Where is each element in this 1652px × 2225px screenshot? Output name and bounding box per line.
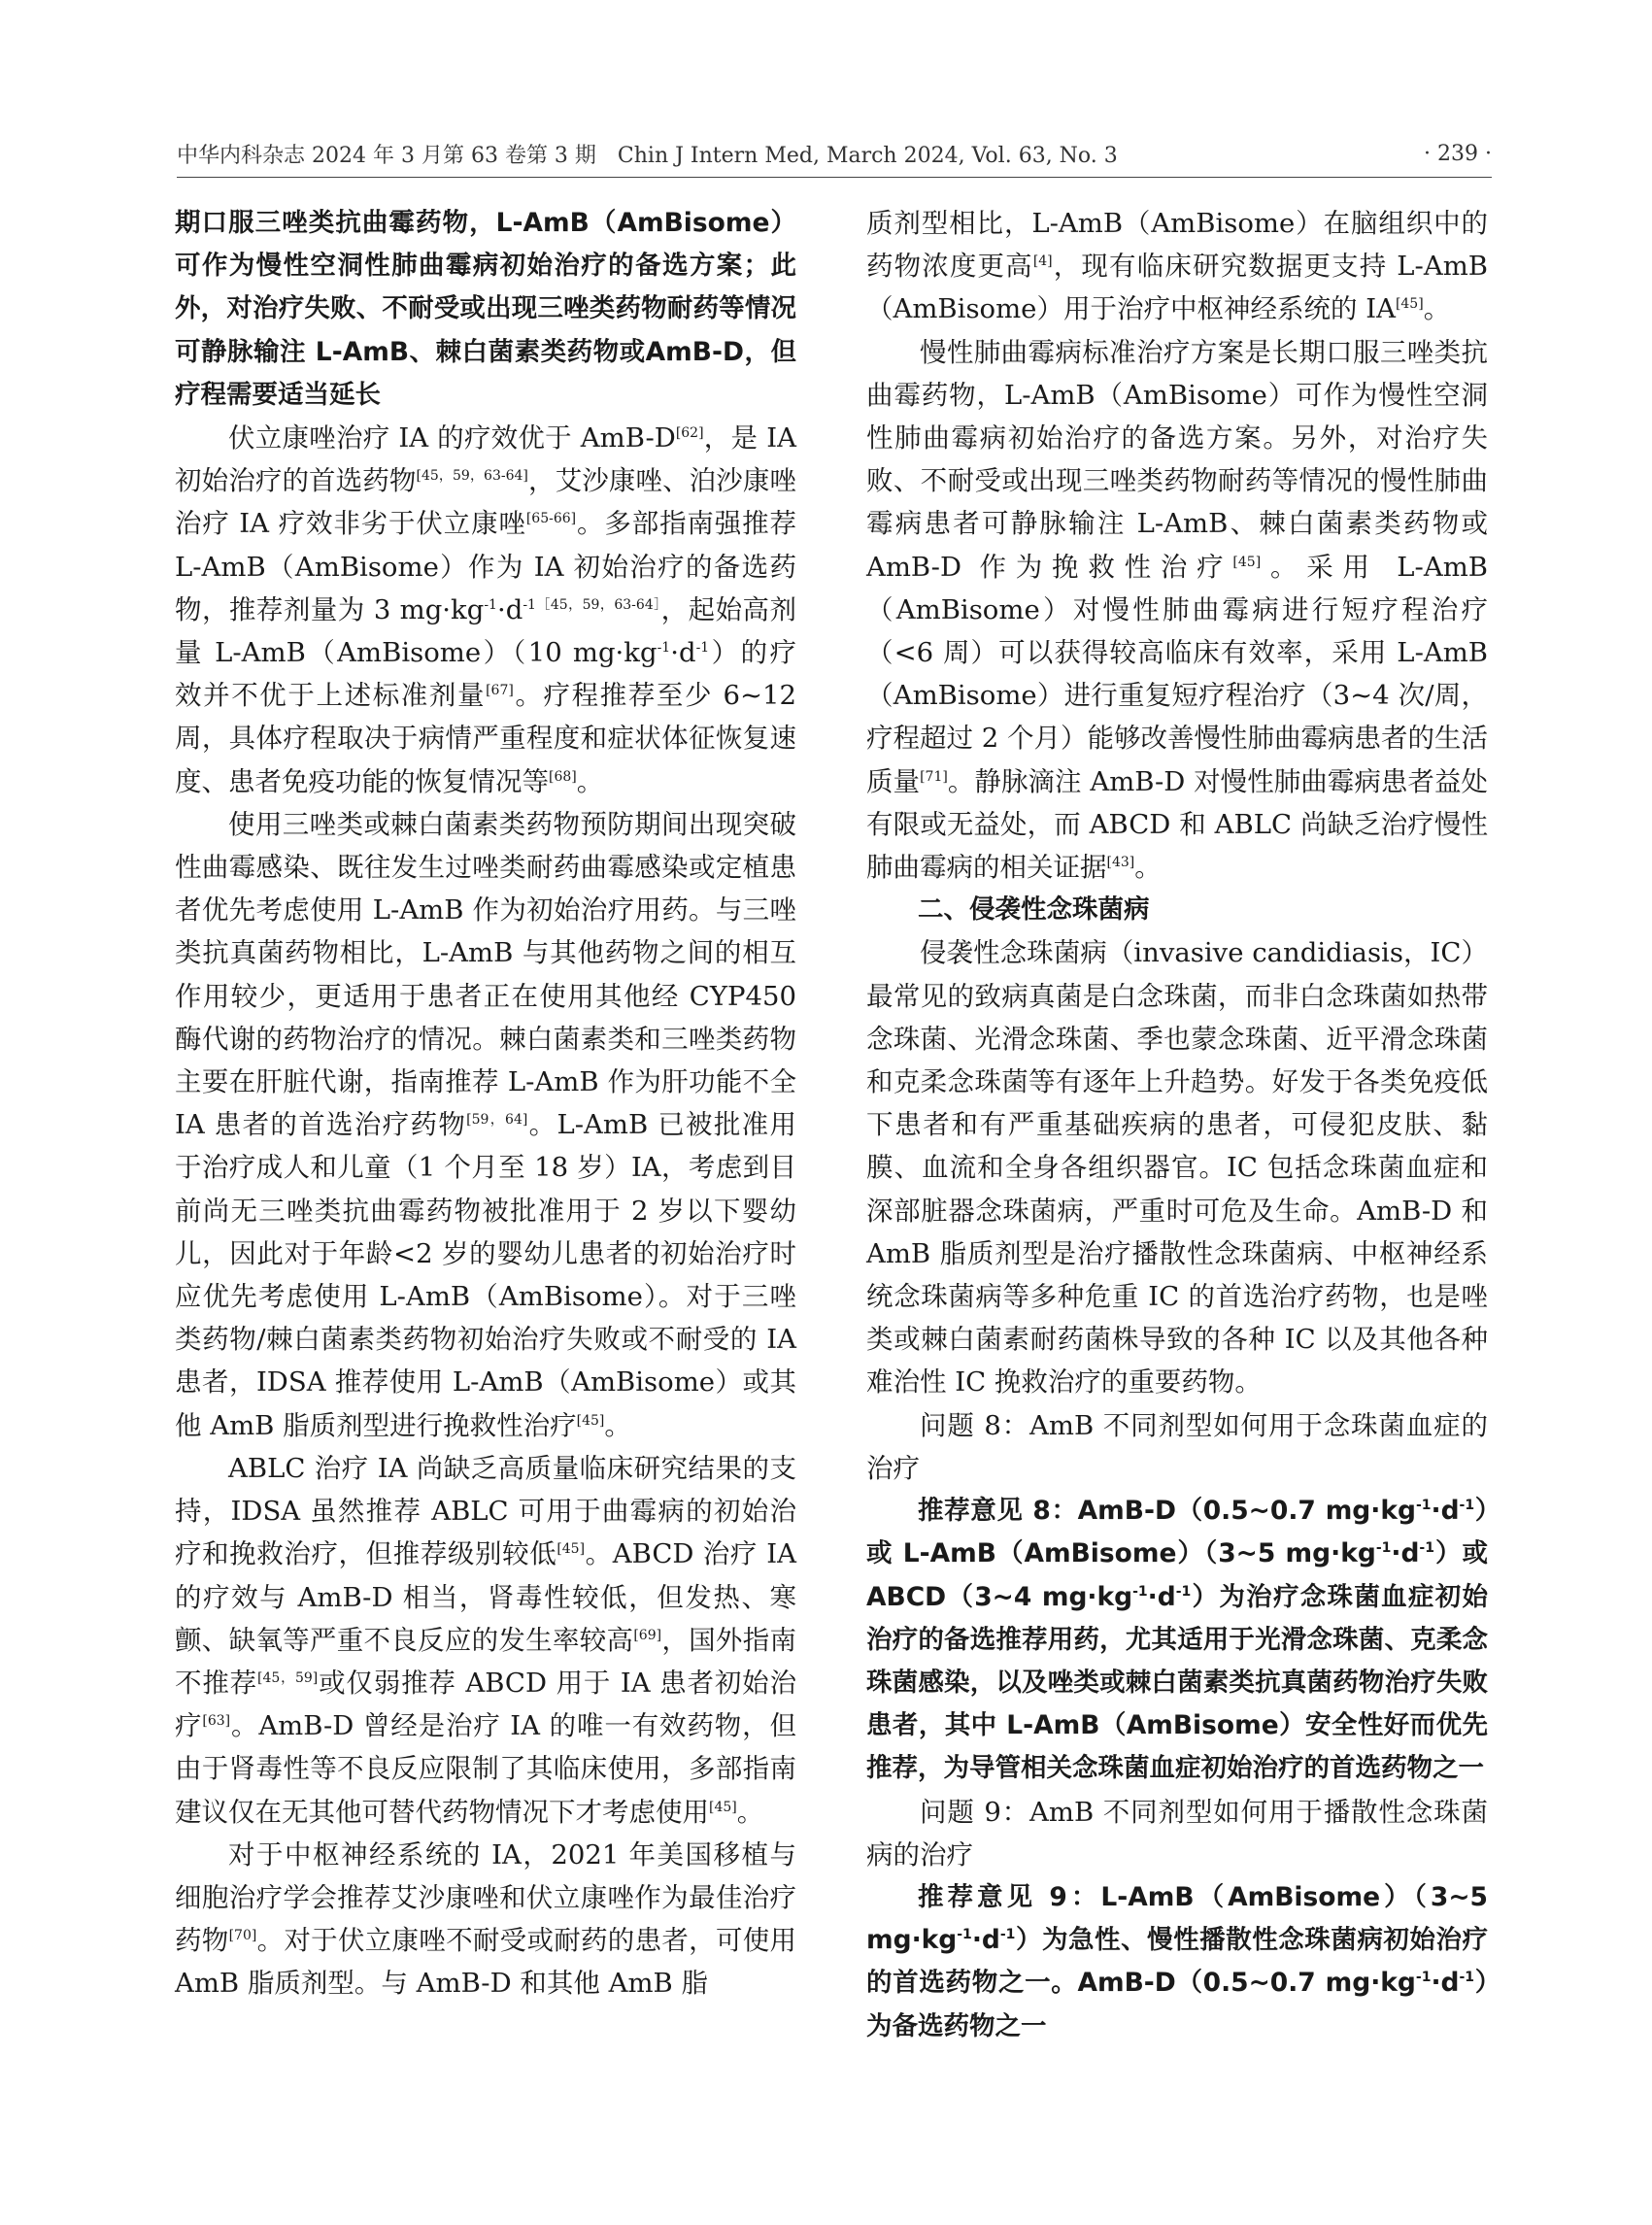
page-number: · 239 · — [1424, 141, 1492, 166]
question-8: 问题 8：AmB 不同剂型如何用于念珠菌血症的治疗 — [866, 1409, 1488, 1484]
citation-ref: [45] — [1232, 554, 1262, 570]
citation-ref: [63] — [202, 1712, 231, 1729]
citation-ref: [69] — [633, 1627, 662, 1643]
paragraph: 伏立康唑治疗 IA 的疗效优于 AmB-D[62]，是 IA 初始治疗的首选药物[45，59，63-64]，艾沙康唑、泊沙康唑治疗 IA 疗效非劣于伏立康唑[65-66]。多部指南强推荐 L-AmB（AmBisome）作为 IA 初始治疗的备选药物，推荐剂量为 3 $mg\cdot kg^{-1}\cdot d^{-1[45,59,63-64]}$，起始高剂量 L-AmB（AmBisome）（10 $mg\cdot kg^{-1}\cdot d^{-1}$）的疗效并不优于上述标准剂量[67]。疗程推荐至少 6~12 周，具体疗程取决于病情严重程度和症状体征恢复速度、患者免疫功能的恢复情况等[68]。 — [175, 422, 797, 797]
paragraph: 侵袭性念珠菌病（invasive candidiasis，IC）最常见的致病真菌是白念珠菌，而非白念珠菌如热带念珠菌、光滑念珠菌、季也蒙念珠菌、近平滑念珠菌和克柔念珠菌等有逐年上升趋势。好发于各类免疫低下患者和有严重基础疾病的患者，可侵犯皮肤、黏膜、血流和全身各组织器官。IC 包括念珠菌血症和深部脏器念珠菌病，严重时可危及生命。AmB-D 和 AmB 脂质剂型是治疗播散性念珠菌病、中枢神经系统念珠菌病等多种危重 IC 的首选治疗药物，也是唑类或棘白菌素耐药菌株导致的各种 IC 以及其他各种难治性 IC 挽救治疗的重要药物。 — [866, 937, 1488, 1399]
citation-ref: [45] — [709, 1799, 737, 1815]
citation-ref: [45] — [576, 1412, 605, 1429]
paragraph-continued: 质剂型相比，L-AmB（AmBisome）在脑组织中的药物浓度更高[4]，现有临床研究数据更支持 L-AmB（AmBisome）用于治疗中枢神经系统的 IA[45]。 — [866, 208, 1488, 325]
recommendation-8: 推荐意见 8：AmB-D（0.5~0.7 $mg\cdot kg^{-1}\cdot d^{-1}$）或 L-AmB（AmBisome）（3~5 $mg\cdot kg^{-1}\cdot d^{-1}$）或 ABCD（3~4 $mg\cdot kg^{-1}\cdot d^{-1}$）为治疗念珠菌血症初始治疗的备选推荐用药，尤其适用于光滑念珠菌、克柔念珠菌感染，以及唑类或棘白菌素类抗真菌药物治疗失败患者，其中 L-AmB（AmBisome）安全性好而优先推荐，为导管相关念珠菌血症初始治疗的首选药物之一 — [866, 1496, 1489, 1784]
header-rule — [177, 177, 1492, 178]
section-heading: 二、侵袭性念珠菌病 — [918, 894, 1150, 926]
citation-ref: [45，59] — [257, 1669, 319, 1686]
citation-ref: [68] — [549, 768, 577, 785]
paragraph: ABLC 治疗 IA 尚缺乏高质量临床研究结果的支持，IDSA 虽然推荐 ABLC 可用于曲霉病的初始治疗和挽救治疗，但推荐级别较低[45]。ABCD 治疗 IA 的疗效与 AmB-D 相当，肾毒性较低，但发热、寒颤、缺氧等严重不良反应的发生率较高[69]，国外指南不推荐[45，59]或仅弱推荐 ABCD 用于 IA 患者初始治疗[63]。AmB-D 曾经是治疗 IA 的唯一有效药物，但由于肾毒性等不良反应限制了其临床使用，多部指南建议仅在无其他可替代药物情况下才考虑使用[45]。 — [175, 1452, 796, 1828]
citation-ref: [65-66] — [525, 511, 577, 527]
paragraph: 使用三唑类或棘白菌素类药物预防期间出现突破性曲霉感染、既往发生过唑类耐药曲霉感染或定植患者优先考虑使用 L-AmB 作为初始治疗用药。与三唑类抗真菌药物相比，L-AmB 与其他药物之间的相互作用较少，更适用于患者正在使用其他经 CYP450 酶代谢的药物治疗的情况。棘白菌素类和三唑类药物主要在肝脏代谢，指南推荐 L-AmB 作为肝功能不全 IA 患者的首选治疗药物[59，64]。L-AmB 已被批准用于治疗成人和儿童（1 个月至 18 岁）IA，考虑到目前尚无三唑类抗曲霉药物被批准用于 2 岁以下婴幼儿，因此对于年龄<2 岁的婴幼儿患者的初始治疗时应优先考虑使用 L-AmB（AmBisome）。对于三唑类药物/棘白菌素类药物初始治疗失败或不耐受的 IA 患者，IDSA 推荐使用 L-AmB（AmBisome）或其他 AmB 脂质剂型进行挽救性治疗[45]。 — [175, 808, 796, 1441]
citation-ref: [67] — [486, 683, 514, 699]
citation-ref: ［45，59，63-64］ — [535, 596, 661, 613]
running-header — [177, 134, 1492, 173]
question-9: 问题 9：AmB 不同剂型如何用于播散性念珠菌病的治疗 — [866, 1796, 1488, 1871]
citation-ref: [45，59，63-64] — [416, 468, 528, 485]
right-column — [866, 202, 1488, 2048]
citation-ref: [71] — [920, 768, 948, 785]
recommendation-9: 推荐意见 9：L-AmB（AmBisome）（3~5 $mg\cdot kg^{-1}\cdot d^{-1}$）为急性、慢性播散性念珠菌病初始治疗的首选药物之一。AmB-D（0.5~0.7 $mg\cdot kg^{-1}\cdot d^{-1}$）为备选药物之一 — [866, 1881, 1488, 2041]
paragraph: 对于中枢神经系统的 IA，2021 年美国移植与细胞治疗学会推荐艾沙康唑和伏立康唑作为最佳治疗药物[70]。对于伏立康唑不耐受或耐药的患者，可使用 AmB 脂质剂型。与 AmB-D 和其他 AmB 脂 — [175, 1838, 797, 2000]
citation-ref: [70] — [228, 1927, 257, 1943]
left-column — [175, 202, 796, 2006]
citation-ref: [43] — [1106, 854, 1135, 870]
bold-recommendation-continued: 期口服三唑类抗曲霉药物，L-AmB（AmBisome）可作为慢性空洞性肺曲霉病初始治疗的备选方案；此外，对治疗失败、不耐受或出现三唑类药物耐药等情况可静脉输注 L-AmB、棘白菌素类药物或AmB-D，但疗程需要适当延长 — [175, 208, 796, 410]
citation-ref: [59，64] — [466, 1112, 528, 1129]
citation-ref: [45] — [1395, 296, 1424, 313]
citation-ref: [4] — [1032, 253, 1053, 270]
journal-citation: 中华内科杂志 2024 年 3 月第 63 卷第 3 期 Chin J Intern Med, March 2024, Vol. 63, No. 3 — [177, 143, 1118, 168]
citation-ref: [62] — [675, 424, 704, 441]
paragraph: 慢性肺曲霉病标准治疗方案是长期口服三唑类抗曲霉药物，L-AmB（AmBisome）可作为慢性空洞性肺曲霉病初始治疗的备选方案。另外，对治疗失败、不耐受或出现三唑类药物耐药等情况的慢性肺曲霉病患者可静脉输注 L-AmB、棘白菌素类药物或 AmB-D 作为挽救性治疗[45]。采用 L-AmB（AmBisome）对慢性肺曲霉病进行短疗程治疗（<6 周）可以获得较高临床有效率，采用 L-AmB（AmBisome）进行重复短疗程治疗（3~4 次/周，疗程超过 2 个月）能够改善慢性肺曲霉病患者的生活质量[71]。静脉滴注 AmB-D 对慢性肺曲霉病患者益处有限或无益处，而 ABCD 和 ABLC 尚缺乏治疗慢性肺曲霉病的相关证据[43]。 — [866, 336, 1488, 884]
citation-ref: [45] — [556, 1541, 586, 1558]
